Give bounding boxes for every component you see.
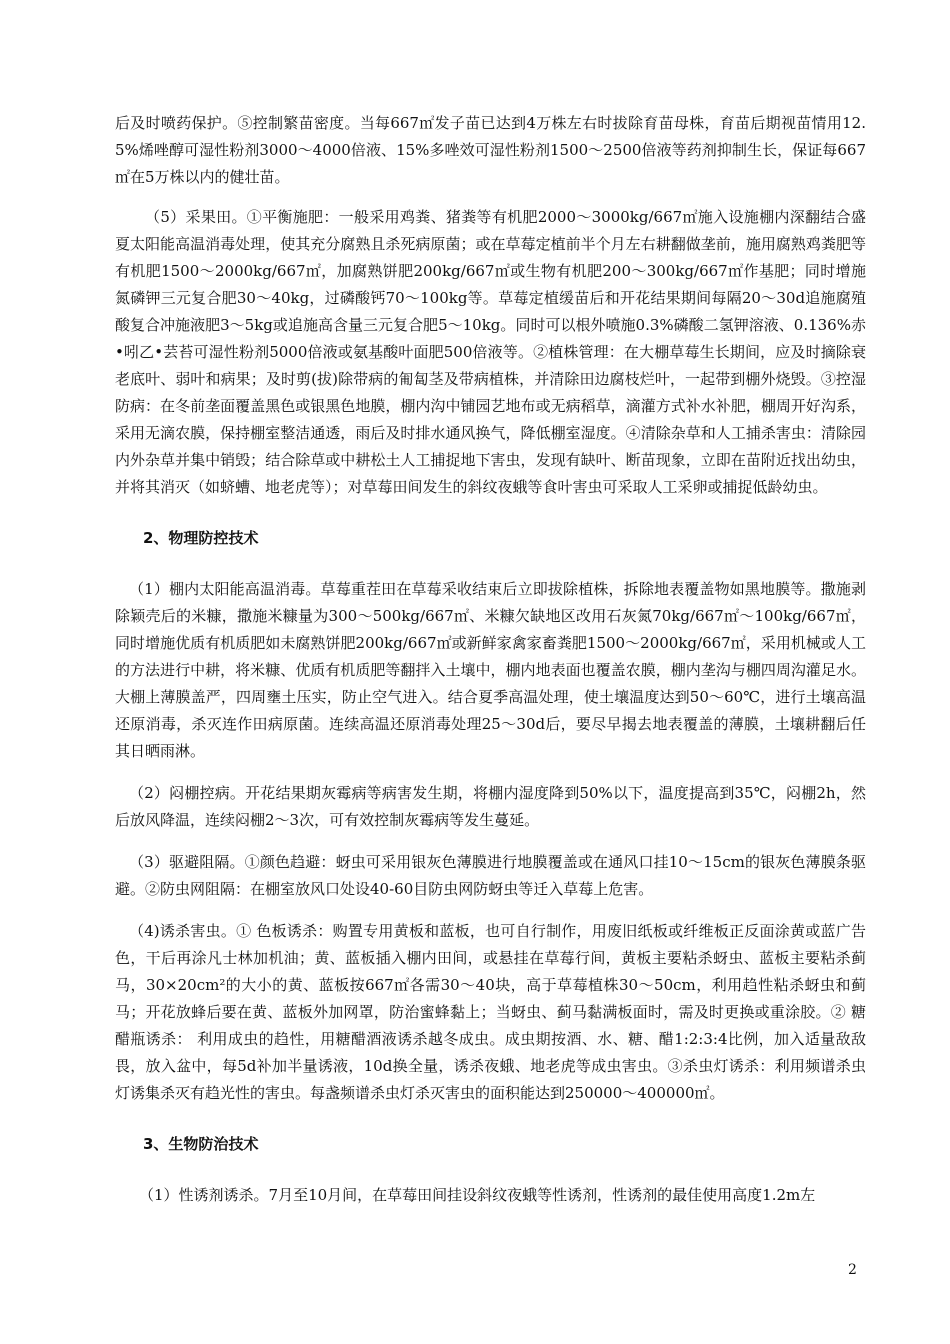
- section-heading: 2、物理防控技术: [143, 529, 259, 547]
- body-paragraph: （5）采果田。①平衡施肥：一般采用鸡粪、猪粪等有机肥2000～3000kg/667㎡施入设施棚内深翻结合盛夏太阳能高温消毒处理，使其充分腐熟且杀死病原菌；或在草莓定植前半个月左右耕翻做垄前，施用腐熟鸡粪肥等有机肥1500～2000kg/667㎡，加腐熟饼肥200kg/667㎡或生物有机肥200～300kg/667㎡作基肥；同时增施氮磷钾三元复合肥30～40kg，过磷酸钙70～100kg等。草莓定植缓苗后和开花结果期间每隔20～30d追施腐殖酸复合冲施液肥3～5kg或追施高含量三元复合肥5～10kg。同时可以根外喷施0.3%磷酸二氢钾溶液、0.136%赤•吲乙•芸苔可湿性粉剂5000倍液或氨基酸叶面肥500倍液等。②植株管理：在大棚草莓生长期间，应及时摘除衰老底叶、弱叶和病果；及时剪(拔)除带病的匍匐茎及带病植株，并清除田边腐枝烂叶，一起带到棚外烧毁。③控湿防病：在冬前垄面覆盖黑色或银黑色地膜，棚内沟中铺园艺地布或无病稻草，滴灌方式补水补肥，棚周开好沟系，采用无滴农膜，保持棚室整洁通透，雨后及时排水通风换气，降低棚室湿度。④清除杂草和人工捕杀害虫：清除园内外杂草并集中销毁；结合除草或中耕松土人工捕捉地下害虫，发现有缺叶、断苗现象，立即在苗附近找出幼虫，并将其消灭（如蛴螬、地老虎等）；对草莓田间发生的斜纹夜蛾等食叶害虫可采取人工采卵或捕捉低龄幼虫。: [115, 208, 866, 496]
- body-paragraph: （2）闷棚控病。开花结果期灰霉病等病害发生期，将棚内湿度降到50%以下，温度提高到35℃，闷棚2h，然后放风降温，连续闷棚2～3次，可有效控制灰霉病等发生蔓延。: [115, 784, 866, 829]
- body-paragraph: （3）驱避阻隔。①颜色趋避：蚜虫可采用银灰色薄膜进行地膜覆盖或在通风口挂10～15cm的银灰色薄膜条驱避。②防虫网阻隔：在棚室放风口处设40-60目防虫网防蚜虫等迁入草莓上危害。: [115, 853, 866, 898]
- body-paragraph: （4)诱杀害虫。① 色板诱杀：购置专用黄板和蓝板，也可自行制作，用废旧纸板或纤维板正反面涂黄或蓝广告色，干后再涂凡士林加机油；黄、蓝板插入棚内田间，或悬挂在草莓行间，黄板主要粘杀蚜虫、蓝板主要粘杀蓟马，30×20cm²的大小的黄、蓝板按667㎡各需30～40块，高于草莓植株30～50cm，利用趋性粘杀蚜虫和蓟马；开花放蜂后要在黄、蓝板外加网罩，防治蜜蜂黏上；当蚜虫、蓟马黏满板面时，需及时更换或重涂胶。② 糖醋瓶诱杀： 利用成虫的趋性，用糖醋酒液诱杀越冬成虫。成虫期按酒、水、糖、醋1:2:3:4比例，加入适量敌敌畏，放入盆中，每5d补加半量诱液，10d换全量，诱杀夜蛾、地老虎等成虫害虫。③杀虫灯诱杀：利用频谱杀虫灯诱集杀灭有趋光性的害虫。每盏频谱杀虫灯杀灭害虫的面积能达到250000～400000㎡。: [115, 922, 866, 1102]
- body-paragraph: （1）性诱剂诱杀。7月至10月间，在草莓田间挂设斜纹夜蛾等性诱剂，性诱剂的最佳使用高度1.2m左: [139, 1186, 816, 1204]
- body-paragraph: （1）棚内太阳能高温消毒。草莓重茬田在草莓采收结束后立即拔除植株，拆除地表覆盖物如黑地膜等。撒施剥除颖壳后的米糠，撒施米糠量为300～500kg/667㎡、米糠欠缺地区改用石灰氮70kg/667㎡～100kg/667㎡，同时增施优质有机质肥如未腐熟饼肥200kg/667㎡或新鲜家禽家畜粪肥1500～2000kg/667㎡，采用机械或人工的方法进行中耕，将米糠、优质有机质肥等翻拌入土壤中，棚内地表面也覆盖农膜，棚内垄沟与棚四周沟灌足水。大棚上薄膜盖严，四周壅土压实，防止空气进入。结合夏季高温处理，使土壤温度达到50～60℃，进行土壤高温还原消毒，杀灭连作田病原菌。连续高温还原消毒处理25～30d后，要尽早揭去地表覆盖的薄膜，土壤耕翻后任其日晒雨淋。: [115, 580, 866, 760]
- body-paragraph: 后及时喷药保护。⑤控制繁苗密度。当每667㎡发子苗已达到4万株左右时拔除育苗母株，育苗后期视苗情用12.5%烯唑醇可湿性粉剂3000～4000倍液、15%多唑效可湿性粉剂1500～2500倍液等药剂抑制生长，保证每667㎡在5万株以内的健壮苗。: [115, 114, 866, 186]
- section-heading: 3、生物防治技术: [143, 1135, 259, 1153]
- page-number: 2: [848, 1262, 857, 1278]
